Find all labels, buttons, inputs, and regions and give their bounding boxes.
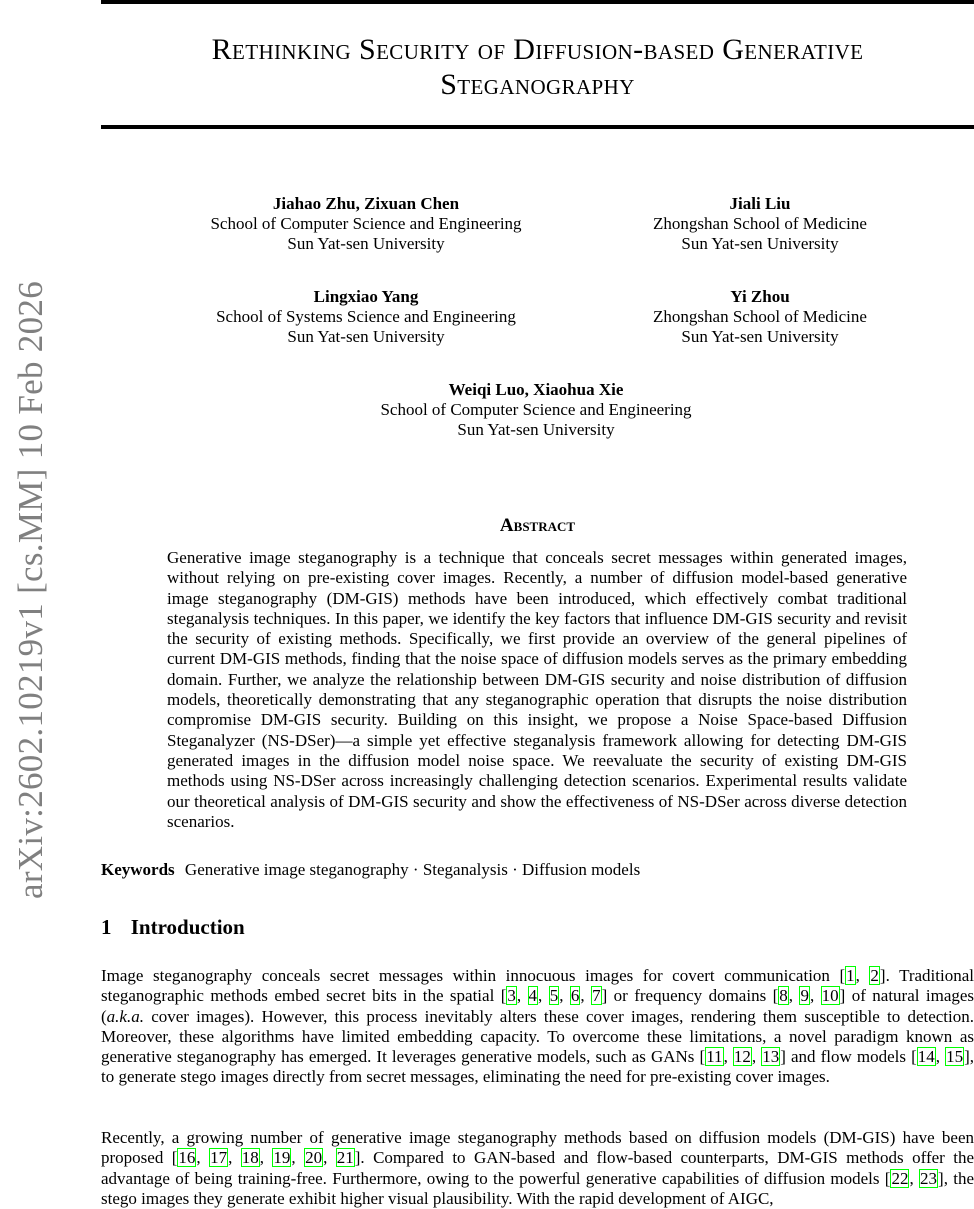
- citation-link[interactable]: 6: [570, 986, 580, 1006]
- author-institution: Sun Yat-sen University: [681, 234, 839, 253]
- paragraph-text: ] of natural images (: [101, 986, 974, 1026]
- arxiv-sidebar: [0, 0, 62, 1200]
- title-line-2: Steganography: [440, 68, 635, 101]
- paragraph-text: ,: [751, 1047, 762, 1067]
- citation-link[interactable]: 13: [762, 1047, 780, 1067]
- intro-paragraph-2: [101, 1128, 974, 1209]
- paragraph-text: ,: [323, 1148, 336, 1168]
- keywords-items: Generative image steganography · Steganalysis · Diffusion models: [184, 860, 641, 879]
- paragraph-text: ,: [788, 986, 800, 1006]
- paragraph-text: ,: [516, 986, 528, 1006]
- paragraph-text: ,: [935, 1047, 946, 1067]
- author-names: Jiahao Zhu, Zixuan Chen: [272, 194, 460, 213]
- aka-italic: a.k.a.: [106, 1006, 144, 1026]
- paragraph-text: cover images). However, this process inevitably alters these cover images, rendering them susceptible to detection. Moreover, these algorithms have limited embedding capacity. To overcome these limitations, a novel paradigm known as generative steganography has emerged. It leverages generative models, such as GANs [: [101, 1006, 974, 1067]
- citation-link[interactable]: 4: [528, 986, 538, 1006]
- paragraph-text: ,: [580, 986, 592, 1006]
- paragraph-text: ], to generate stego images directly from secret messages, eliminating the need for pre-existing cover images.: [101, 1047, 974, 1087]
- keywords-line: [101, 860, 640, 880]
- author-institution: Sun Yat-sen University: [287, 327, 445, 346]
- author-affiliation: School of Computer Science and Engineering: [380, 400, 692, 419]
- abstract-heading: Abstract: [499, 515, 576, 536]
- paper-title: [101, 32, 974, 102]
- author-block: [620, 287, 900, 347]
- paragraph-text: ]. Traditional steganographic methods embed secret bits in the spatial [: [101, 966, 974, 1006]
- author-affiliation: Zhongshan School of Medicine: [653, 214, 867, 233]
- citation-link[interactable]: 1: [846, 966, 855, 985]
- paragraph-text: ,: [291, 1148, 305, 1168]
- title-line-1: Rethinking Security of Diffusion-based Generative: [211, 33, 864, 66]
- author-block: [336, 380, 736, 440]
- author-block: [166, 194, 566, 254]
- abstract-text: Generative image steganography is a technique that conceals secret messages within generated images, without relying on pre-existing cover images. Recently, a number of diffusion model-based generative image steganography (DM-GIS) methods have been introduced, which effectively combat traditional steganalysis techniques. In this paper, we identify the key factors that influence DM-GIS security and revisit the security of existing methods. Specifically, we first provide an overview of the general pipelines of current DM-GIS methods, finding that the noise space of diffusion models serves as the primary embedding domain. Further, we analyze the relationship between DM-GIS security and noise distribution of diffusion models, theoretically demonstrating that any steganographic operation that disrupts the noise distribution compromise DM-GIS security. Building on this insight, we propose a Noise Space-based Diffusion Steganalyzer (NS-DSer)—a simple yet effective steganalysis framework allowing for detecting DM-GIS generated images in the diffusion model noise space. We reevaluate the security of existing DM-GIS methods using NS-DSer across increasingly challenging detection scenarios. Experimental results validate our theoretical analysis of DM-GIS security and show the effectiveness of NS-DSer across diverse detection scenarios.: [167, 548, 907, 831]
- paragraph-text: ,: [723, 1047, 733, 1067]
- citation-link[interactable]: 14: [917, 1047, 935, 1067]
- author-names: Yi Zhou: [730, 287, 790, 306]
- citation-link[interactable]: 2: [870, 966, 879, 985]
- section-title: Introduction: [130, 915, 245, 939]
- citation-link[interactable]: 22: [891, 1168, 909, 1188]
- paragraph-text: ,: [855, 966, 870, 985]
- keywords-label: Keywords: [101, 860, 175, 879]
- citation-link[interactable]: 10: [821, 986, 839, 1006]
- citation-link[interactable]: 16: [178, 1148, 196, 1168]
- title-bottom-rule: [101, 125, 974, 129]
- paragraph-text: ,: [196, 1148, 210, 1168]
- citation-link[interactable]: 5: [549, 986, 559, 1006]
- citation-link[interactable]: 20: [305, 1148, 323, 1168]
- paragraph-text: ,: [228, 1148, 241, 1168]
- citation-link[interactable]: 19: [273, 1148, 291, 1168]
- citation-link[interactable]: 7: [592, 986, 601, 1006]
- author-institution: Sun Yat-sen University: [287, 234, 445, 253]
- paragraph-text: ] and flow models [: [780, 1047, 917, 1067]
- paragraph-text: ]. Compared to GAN-based and flow-based counterparts, DM-GIS methods offer the advantage of being training-free. Furthermore, owing to the powerful generative capabilities of diffusion models [: [101, 1148, 974, 1188]
- citation-link[interactable]: 8: [779, 986, 788, 1006]
- citation-link[interactable]: 9: [800, 986, 809, 1006]
- author-affiliation: School of Systems Science and Engineering: [216, 307, 516, 326]
- author-names: Lingxiao Yang: [313, 287, 419, 306]
- paragraph-text: Image steganography conceals secret messages within innocuous images for covert communication [: [101, 966, 846, 985]
- paragraph-text: ,: [909, 1168, 920, 1188]
- paragraph-text: ], the stego images they generate exhibit higher visual plausibility. With the rapid development of AIGC,: [101, 1168, 974, 1208]
- author-names: Weiqi Luo, Xiaohua Xie: [448, 380, 624, 399]
- author-block: [620, 194, 900, 254]
- paragraph-text: ,: [809, 986, 821, 1006]
- paragraph-text: Recently, a growing number of generative image steganography methods based on diffusion models (DM-GIS) have been proposed [: [101, 1128, 974, 1168]
- author-affiliation: Zhongshan School of Medicine: [653, 307, 867, 326]
- paragraph-text: ,: [559, 986, 570, 1006]
- intro-paragraph-1: [101, 966, 974, 1088]
- author-institution: Sun Yat-sen University: [457, 420, 615, 439]
- citation-link[interactable]: 23: [920, 1168, 938, 1188]
- citation-link[interactable]: 17: [210, 1148, 228, 1168]
- paragraph-text: ,: [259, 1148, 273, 1168]
- citation-link[interactable]: 15: [946, 1047, 964, 1067]
- citation-link[interactable]: 11: [706, 1047, 723, 1067]
- section-heading-introduction: [101, 915, 245, 940]
- author-institution: Sun Yat-sen University: [681, 327, 839, 346]
- citation-link[interactable]: 12: [733, 1047, 751, 1067]
- paragraph-text: ,: [538, 986, 549, 1006]
- citation-link[interactable]: 3: [507, 986, 516, 1006]
- citation-link[interactable]: 21: [336, 1148, 354, 1168]
- arxiv-identifier: arXiv:2602.10219v1 [cs.MM] 10 Feb 2026: [11, 280, 50, 900]
- section-number: 1: [101, 915, 112, 939]
- author-block: [166, 287, 566, 347]
- paragraph-text: ] or frequency domains [: [601, 986, 779, 1006]
- title-top-rule: [101, 0, 974, 4]
- author-names: Jiali Liu: [729, 194, 791, 213]
- author-affiliation: School of Computer Science and Engineering: [210, 214, 522, 233]
- citation-link[interactable]: 18: [241, 1148, 259, 1168]
